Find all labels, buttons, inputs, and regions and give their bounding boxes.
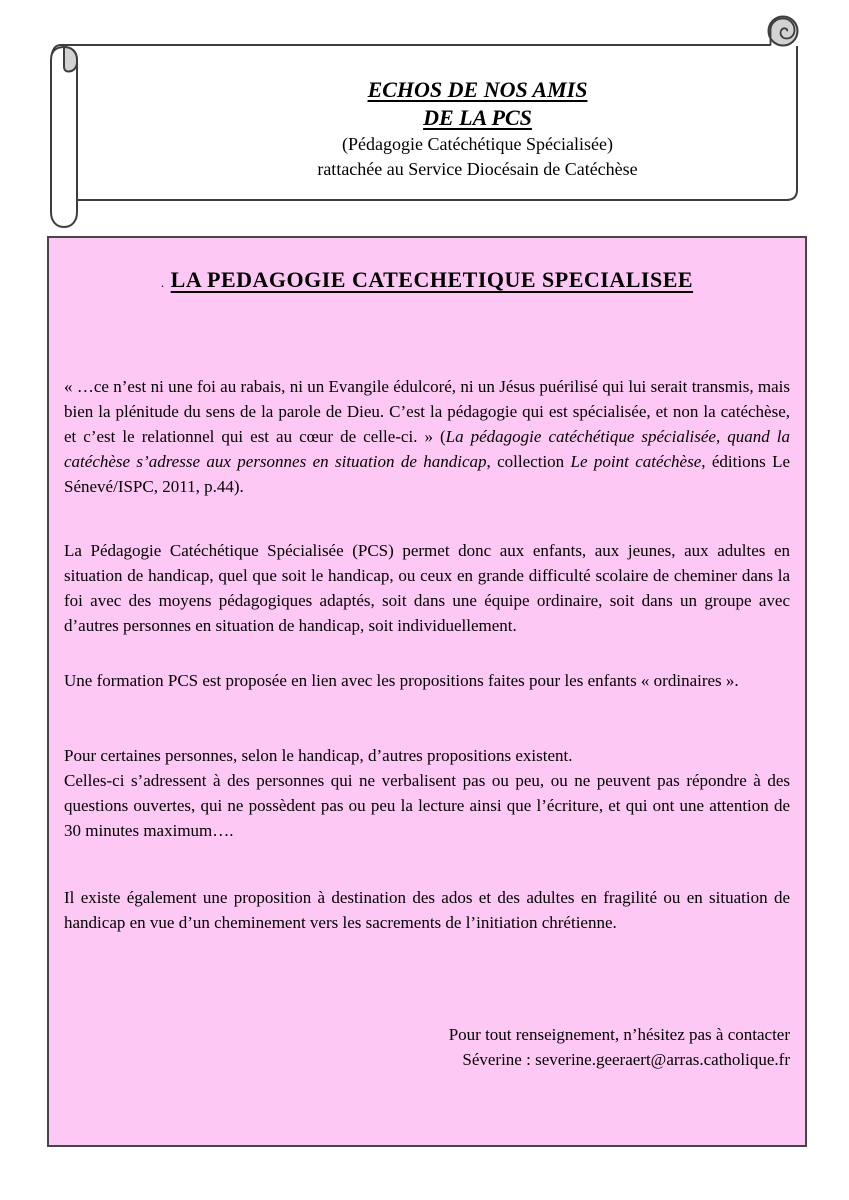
banner-title-line1: ECHOS DE NOS AMIS	[367, 77, 588, 102]
banner-text	[118, 76, 837, 182]
heading-text: LA PEDAGOGIE CATECHETIQUE SPECIALISEE	[170, 267, 694, 292]
scroll-left-roll	[51, 47, 77, 227]
quote-collection-title: Le point catéchèse	[570, 452, 702, 471]
scroll-banner	[0, 0, 849, 240]
heading-prefix-dot: .	[160, 275, 165, 290]
scroll-left-curl-icon	[64, 47, 77, 72]
propositions-paragraph	[64, 743, 790, 843]
scroll-top-curl-icon	[769, 17, 798, 46]
propositions-line2: Celles-ci s’adressent à des personnes qui ne verbalisent pas ou peu, ou ne peuvent pas répondre à des questions ouvertes, qui ne possèdent pas ou peu la lecture ainsi que l’écriture, et qui ont une attention de 30 minutes maximum….	[64, 771, 790, 840]
quote-part2: , collection	[486, 452, 571, 471]
contact-email: Séverine : severine.geeraert@arras.catholique.fr	[462, 1050, 790, 1069]
section-heading	[64, 266, 790, 297]
propositions-line1: Pour certaines personnes, selon le handicap, d’autres propositions existent.	[64, 746, 573, 765]
contact-line1: Pour tout renseignement, n’hésitez pas à contacter	[448, 1025, 790, 1044]
quote-paragraph	[64, 374, 790, 499]
quote-part3: , éditions Le Sénevé/ISPC, 2011, p.44).	[64, 452, 790, 496]
quote-book-title: La pédagogie catéchétique spécialisée, quand la catéchèse s’adresse aux personnes en situation de handicap	[64, 427, 790, 471]
pcs-definition-paragraph: La Pédagogie Catéchétique Spécialisée (PCS) permet donc aux enfants, aux jeunes, aux adultes en situation de handicap, quel que soit le handicap, ou ceux en grande difficulté scolaire de cheminer dans la foi avec des moyens pédagogiques adaptés, soit dans une équipe ordinaire, soit dans un groupe avec d’autres personnes en situation de handicap, soit individuellement.	[64, 541, 790, 635]
banner-subtitle-line2: rattachée au Service Diocésain de Catéchèse	[317, 159, 638, 179]
content-box	[47, 236, 807, 1147]
ados-paragraph: Il existe également une proposition à destination des ados et des adultes en fragilité ou en situation de handicap en vue d’un cheminement vers les sacrements de l’initiation chrétienne.	[64, 888, 790, 932]
quote-part1: « …ce n’est ni une foi au rabais, ni un Evangile édulcoré, ni un Jésus puérilisé qui lui serait transmis, mais bien la plénitude du sens de la parole de Dieu. C’est la pédagogie qui est spécialisée, et non la catéchèse, et c’est le relationnel qui est au cœur de celle-ci. » (	[64, 377, 790, 446]
formation-paragraph: Une formation PCS est proposée en lien avec les propositions faites pour les enfants « ordinaires ».	[64, 671, 739, 690]
banner-subtitle-line1: (Pédagogie Catéchétique Spécialisée)	[342, 134, 613, 154]
banner-title-line2: DE LA PCS	[423, 105, 532, 130]
contact-info	[64, 1022, 790, 1072]
